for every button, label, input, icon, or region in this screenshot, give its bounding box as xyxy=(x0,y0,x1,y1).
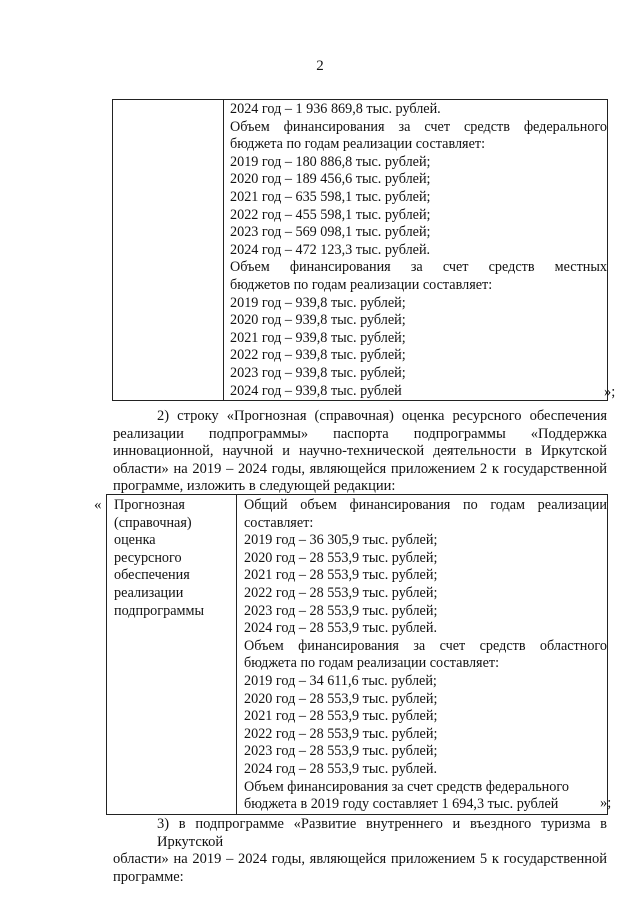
table1-line: Объем финансирования за счет средств местных xyxy=(230,259,607,276)
table1-line: 2021 год – 939,8 тыс. рублей; xyxy=(230,329,406,346)
table1-line: бюджета по годам реализации составляет: xyxy=(230,136,486,153)
table1-line: 2023 год – 569 098,1 тыс. рублей; xyxy=(230,224,431,241)
table2-line: составляет: xyxy=(244,514,314,531)
table1-line: 2020 год – 939,8 тыс. рублей; xyxy=(230,312,406,329)
paragraph-2-line: области» на 2019 – 2024 годы, являющейся приложением 2 к государственной xyxy=(113,460,607,477)
table2-line: 2021 год – 28 553,9 тыс. рублей; xyxy=(244,567,438,584)
table2-label-line: (справочная) xyxy=(114,514,192,531)
table2-label-line: реализации xyxy=(114,584,184,601)
table1-line: 2020 год – 189 456,6 тыс. рублей; xyxy=(230,171,431,188)
table1-line: 2019 год – 180 886,8 тыс. рублей; xyxy=(230,153,431,170)
table2-line: 2019 год – 36 305,9 тыс. рублей; xyxy=(244,532,438,549)
page-number: 2 xyxy=(316,58,324,74)
table2-label-line: обеспечения xyxy=(114,567,190,584)
table2-line: 2023 год – 28 553,9 тыс. рублей; xyxy=(244,602,438,619)
table2-closing-quote: »; xyxy=(600,795,612,811)
table1-line: 2022 год – 455 598,1 тыс. рублей; xyxy=(230,206,431,223)
table2-line: Объем финансирования за счет средств федерального xyxy=(244,778,569,795)
table2-line: бюджета в 2019 году составляет 1 694,3 тыс. рублей xyxy=(244,796,559,813)
table2-opening-quote: « xyxy=(94,497,102,513)
table1-line: 2023 год – 939,8 тыс. рублей; xyxy=(230,364,406,381)
paragraph-3-line: 3) в подпрограмме «Развитие внутреннего и въездного туризма в Иркутской xyxy=(157,816,607,850)
table2-line: 2024 год – 28 553,9 тыс. рублей. xyxy=(244,760,437,777)
table1-line: 2024 год – 1 936 869,8 тыс. рублей. xyxy=(230,101,441,117)
table2-line: 2022 год – 28 553,9 тыс. рублей; xyxy=(244,725,438,742)
table1-line: Объем финансирования за счет средств федерального xyxy=(230,118,607,135)
table2-label-line: Прогнозная xyxy=(114,497,185,513)
table1-value-cell xyxy=(224,100,608,401)
financing-table-new xyxy=(106,494,608,815)
table2-line: 2023 год – 28 553,9 тыс. рублей; xyxy=(244,743,438,760)
paragraph-3 xyxy=(113,816,607,886)
table2-line: 2019 год – 34 611,6 тыс. рублей; xyxy=(244,672,437,689)
table2-line: бюджета по годам реализации составляет: xyxy=(244,655,500,672)
table1-line: 2024 год – 472 123,3 тыс. рублей. xyxy=(230,241,431,258)
table2-line: 2022 год – 28 553,9 тыс. рублей; xyxy=(244,584,438,601)
paragraph-3-line: области» на 2019 – 2024 годы, являющейся приложением 5 к государственной xyxy=(113,851,607,867)
paragraph-2-line: реализации подпрограммы» паспорта подпрограммы «Поддержка xyxy=(113,425,607,442)
financing-table-continuation xyxy=(112,99,608,401)
table1-line: бюджетов по годам реализации составляет: xyxy=(230,276,493,293)
paragraph-2 xyxy=(113,408,607,496)
table2-label-line: ресурсного xyxy=(114,549,182,566)
table1-line: 2024 год – 939,8 тыс. рублей xyxy=(230,382,402,399)
paragraph-2-line: 2) строку «Прогнозная (справочная) оценка ресурсного обеспечения xyxy=(157,408,607,424)
table2-line: 2020 год – 28 553,9 тыс. рублей; xyxy=(244,549,438,566)
table2-line: 2020 год – 28 553,9 тыс. рублей; xyxy=(244,690,438,707)
table2-line: Общий объем финансирования по годам реализации xyxy=(244,497,607,513)
table1-line: 2021 год – 635 598,1 тыс. рублей; xyxy=(230,188,431,205)
paragraph-2-line: инновационной, научной и научно-технической деятельности в Иркутской xyxy=(113,443,607,459)
table1-label-cell xyxy=(113,100,224,401)
table1-closing-quote: »; xyxy=(604,384,616,400)
table2-label-line: оценка xyxy=(114,532,156,549)
paragraph-2-line: программе, изложить в следующей редакции: xyxy=(113,478,396,494)
table2-label-cell xyxy=(107,495,237,815)
table1-line: 2022 год – 939,8 тыс. рублей; xyxy=(230,347,406,364)
table2-label-line: подпрограммы xyxy=(114,602,204,619)
table1-line: 2019 год – 939,8 тыс. рублей; xyxy=(230,294,406,311)
table2-line: 2024 год – 28 553,9 тыс. рублей. xyxy=(244,620,437,637)
table2-value-cell xyxy=(237,495,608,815)
paragraph-3-line: программе: xyxy=(113,868,184,885)
table2-line: Объем финансирования за счет средств областного xyxy=(244,637,607,654)
table2-line: 2021 год – 28 553,9 тыс. рублей; xyxy=(244,708,438,725)
